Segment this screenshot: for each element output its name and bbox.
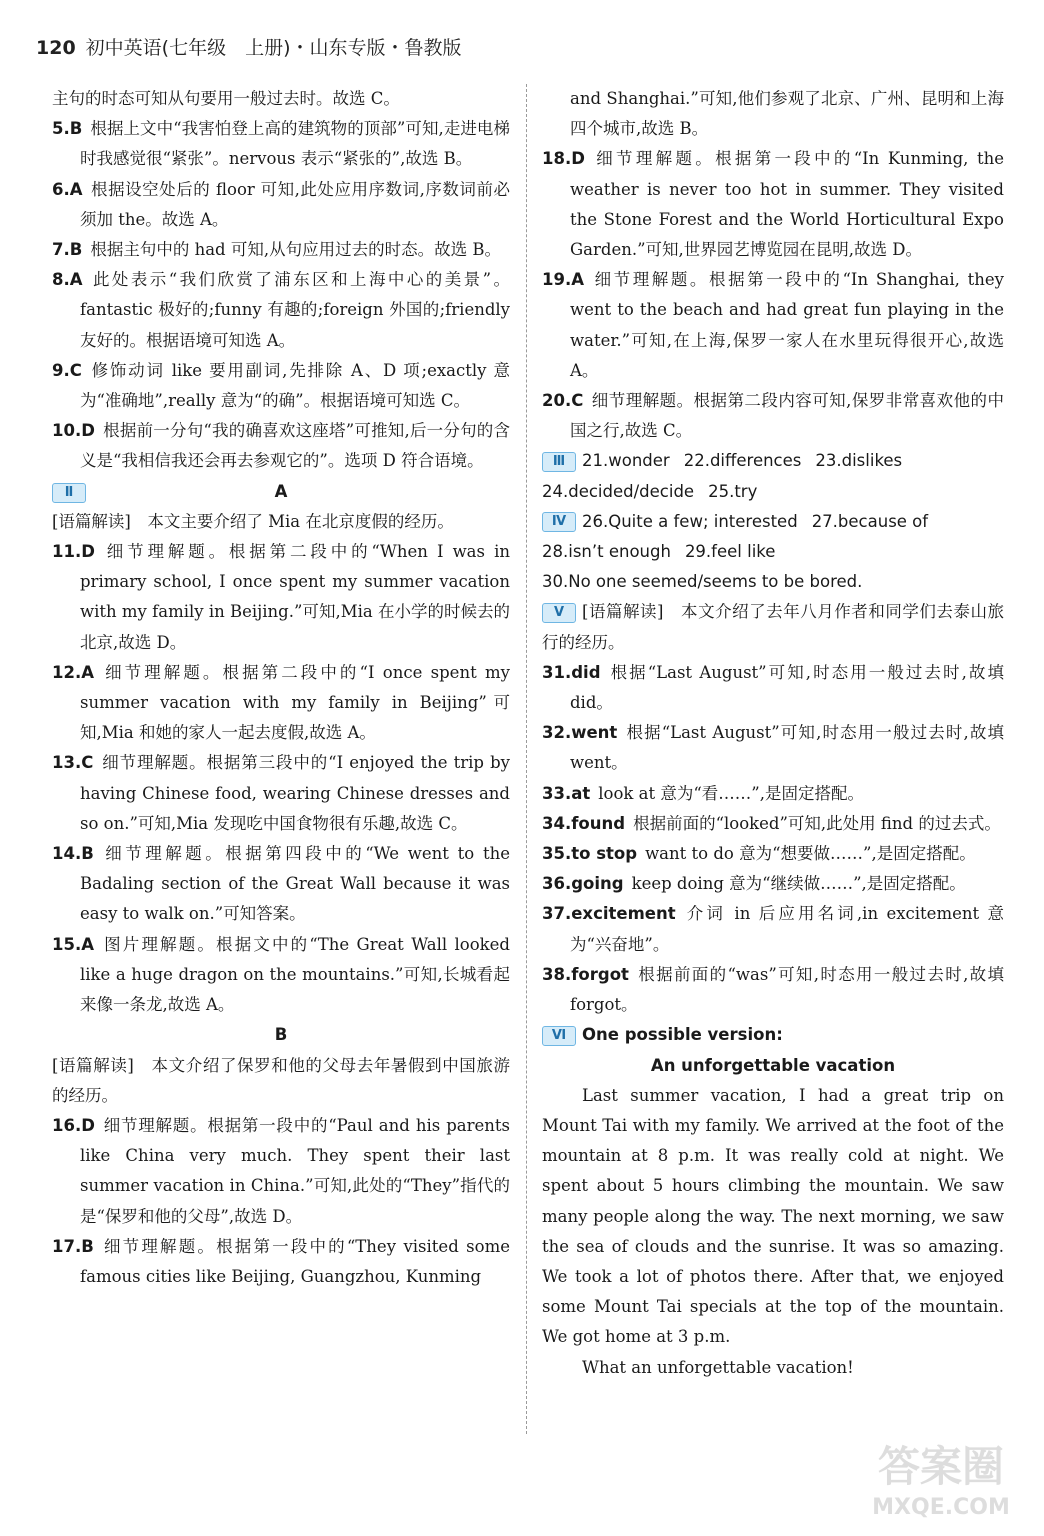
section-4-line-1: Ⅳ 26.Quite a few; interested 27.because of [542,507,1004,537]
watermark-text: 答案圈 [877,1442,1005,1491]
answer-item: 36.going keep doing 意为“继续做……”,是固定搭配。 [542,874,966,894]
answer-item: 5.B 根据上文中“我害怕登上高的建筑物的顶部”可知,走进电梯时我感觉很“紧张”。nervous 表示“紧张的”,故选 B。 [52,119,510,169]
answer-item: 33.at look at 意为“看……”,是固定搭配。 [542,783,864,803]
answer-item: 38.forgot 根据前面的“was”可知,时态用一般过去时,故填 forgot。 [542,964,1004,1015]
column-divider [526,84,527,1434]
section-4-line-3: 30.No one seemed/seems to be bored. [542,572,863,592]
passage-heading-b: B [274,1025,288,1045]
section-badge: Ⅳ [542,512,576,532]
essay-paragraph: What an unforgettable vacation! [582,1357,854,1377]
answer-item: 15.A 图片理解题。根据文中的“The Great Wall looked like a huge dragon on the mountains.”可知,长城看起来像一条龙,故选 A。 [52,934,510,1015]
answer-item: 18.D 细节理解题。根据第一段中的“In Kunming, the weather is never too hot in summer. They visited the Stone Forest and the World Horticultural Expo Garden.”可知,世界园艺博览园在昆明,故选 D。 [542,149,1004,260]
section-3-line-2: 24.decided/decide 25.try [542,481,758,501]
answer-item: 32.went 根据“Last August”可知,时态用一般过去时,故填 went。 [542,723,1004,773]
answer-item: 19.A 细节理解题。根据第一段中的“In Shanghai, they went to the beach and had great fun playing in the water.”可知,在上海,保罗一家人在水里玩得很开心,故选 A。 [542,270,1004,380]
answer-item: 8.A 此处表示“我们欣赏了浦东区和上海中心的美景”。fantastic 极好的;funny 有趣的;foreign 外国的;friendly 友好的。根据语境可知选 A。 [52,270,510,350]
answer-item: 9.C 修饰动词 like 要用副词,先排除 A、D 项;exactly 意为“准确地”,really 意为“的确”。根据语境可知选 C。 [52,360,510,411]
answer-item: 10.D 根据前一分句“我的确喜欢这座塔”可推知,后一分句的含义是“我相信我还会再去参观它的”。选项 D 符合语境。 [52,421,510,471]
essay-body [542,1081,1004,1383]
answer-item: 34.found 根据前面的“looked”可知,此处用 find 的过去式。 [542,813,1001,833]
page-number: 120 [36,37,76,59]
passage-heading-a: A [274,481,288,501]
answer-item: 6.A 根据设空处后的 floor 可知,此处应用序数词,序数词前必须加 the。故选 A。 [52,179,510,229]
answer-item: 20.C 细节理解题。根据第二段内容可知,保罗非常喜欢他的中国之行,故选 C。 [542,391,1004,441]
answer-item: 7.B 根据主句中的 had 可知,从句应用过去的时态。故选 B。 [52,240,501,260]
essay-paragraph: Last summer vacation, I had a great trip on Mount Tai with my family. We arrived at the foot of the mountain at 8 p.m. It was really cold at night. We spent about 5 hours climbing the mountain. We saw many people along the way. The next morning, we saw the sea of clouds and the sunrise. It was so amazing. We took a lot of photos there. After that, we enjoyed some Mount Tai specials at the top of the mountain. We got home at 3 p.m. [542,1085,1004,1347]
right-column [542,84,1004,1383]
watermark-domain: MXQE.COM [872,1495,1010,1520]
section-badge: Ⅱ [52,483,86,503]
book-title: 初中英语(七年级 上册)・山东专版・鲁教版 [85,37,462,59]
answer-item: 12.A 细节理解题。根据第二段中的“I once spent my summer vacation with my family in Beijing”可知,Mia 和她的家人一起去度假,故选 A。 [52,662,510,743]
continued-text: and Shanghai.”可知,他们参观了北京、广州、昆明和上海四个城市,故选 B。 [570,89,1004,139]
passage-note: [语篇解读] 本文介绍了保罗和他的父母去年暑假到中国旅游的经历。 [52,1055,510,1105]
essay-title: An unforgettable vacation [650,1055,896,1075]
continued-text: 主句的时态可知从句要用一般过去时。故选 C。 [52,89,400,108]
section-6-label: Ⅵ One possible version: [542,1020,1004,1050]
section-4-line-2: 28.isn’t enough 29.feel like [542,542,776,562]
section-3-line-1: Ⅲ 21.wonder 22.differences 23.dislikes [542,446,1004,476]
section-5-note: Ⅴ [语篇解读] 本文介绍了去年八月作者和同学们去泰山旅行的经历。 [542,602,1004,652]
section-badge: Ⅴ [542,603,576,623]
answer-item: 16.D 细节理解题。根据第一段中的“Paul and his parents like China very much. They spent their last summer vacation in China.”可知,此处的“They”指代的是“保罗和他的父母”,故选 D。 [52,1115,510,1226]
section-badge: Ⅵ [542,1026,576,1046]
answer-item: 35.to stop want to do 意为“想要做……”,是固定搭配。 [542,844,976,864]
passage-note: [语篇解读] 本文主要介绍了 Mia 在北京度假的经历。 [52,511,454,531]
watermark-logo [856,1426,1026,1526]
section-2-header [52,477,510,507]
left-column [52,84,510,1292]
answer-item: 13.C 细节理解题。根据第三段中的“I enjoyed the trip by having Chinese food, wearing Chinese dresses and so on.”可知,Mia 发现吃中国食物很有乐趣,故选 C。 [52,753,510,833]
answer-item: 37.excitement 介词 in 后应用名词,in excitement 意为“兴奋地”。 [542,904,1004,954]
page-header [36,30,462,66]
answer-item: 14.B 细节理解题。根据第四段中的“We went to the Badaling section of the Great Wall because it was easy to walk on.”可知答案。 [52,844,510,924]
answer-item: 31.did 根据“Last August”可知,时态用一般过去时,故填 did。 [542,662,1004,713]
answer-item: 17.B 细节理解题。根据第一段中的“They visited some famous cities like Beijing, Guangzhou, Kunming [52,1236,510,1286]
answer-item: 11.D 细节理解题。根据第二段中的“When I was in primary school, I once spent my summer vacation with my family in Beijing.”可知,Mia 在小学的时候去的北京,故选 D。 [52,542,510,652]
section-badge: Ⅲ [542,452,576,472]
